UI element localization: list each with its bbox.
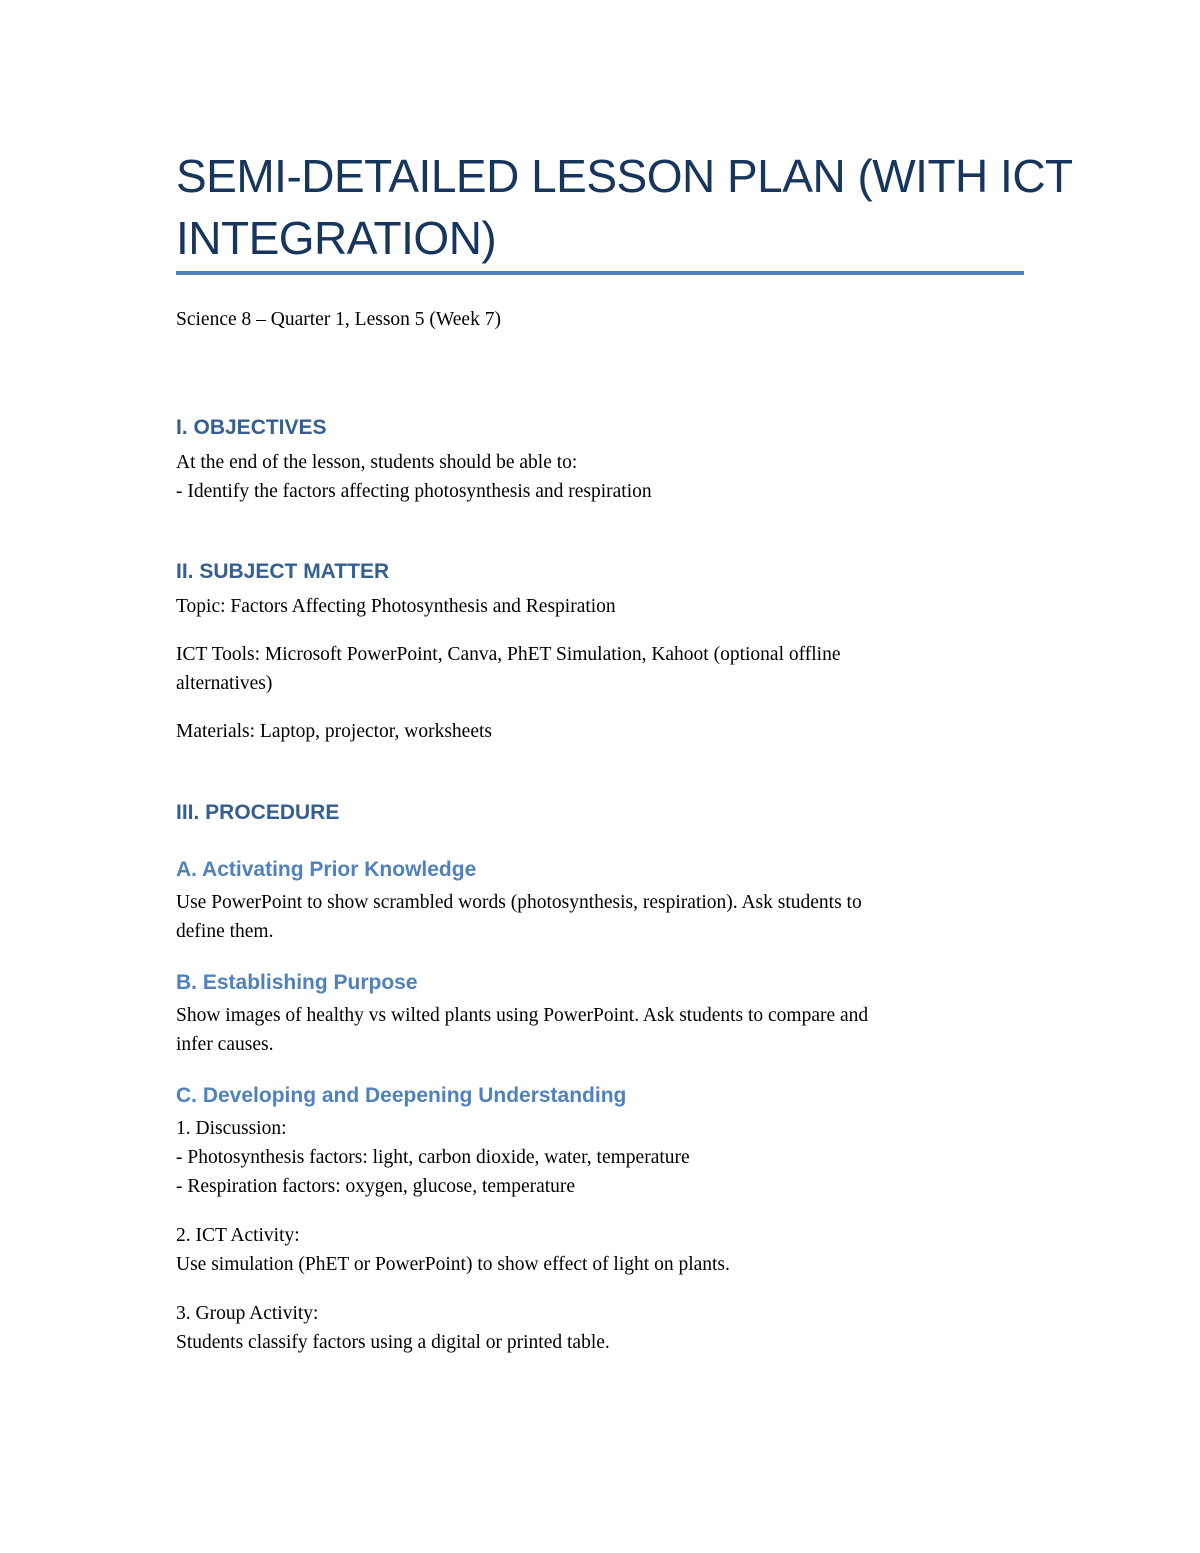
objectives-item-1: - Identify the factors affecting photosynthesis and respiration xyxy=(176,481,652,502)
procedure-b-text xyxy=(176,1001,1024,1059)
procedure-a-heading: A. Activating Prior Knowledge xyxy=(176,858,477,881)
discussion-item-2: - Respiration factors: oxygen, glucose, temperature xyxy=(176,1176,576,1197)
document-page xyxy=(176,0,1073,1553)
procedure-a-line-1: Use PowerPoint to show scrambled words (photosynthesis, respiration). Ask students to xyxy=(176,892,862,913)
procedure-c-ict-activity xyxy=(176,1221,1024,1279)
subject-matter-topic: Topic: Factors Affecting Photosynthesis and Respiration xyxy=(176,596,616,617)
discussion-label: 1. Discussion: xyxy=(176,1118,287,1139)
document-title xyxy=(176,145,1073,269)
ict-tools-line-2: alternatives) xyxy=(176,673,273,694)
title-underline-rule xyxy=(176,271,1024,275)
group-activity-label: 3. Group Activity: xyxy=(176,1303,319,1324)
group-activity-text: Students classify factors using a digital or printed table. xyxy=(176,1332,610,1353)
discussion-item-1: - Photosynthesis factors: light, carbon dioxide, water, temperature xyxy=(176,1147,690,1168)
ict-activity-text: Use simulation (PhET or PowerPoint) to show effect of light on plants. xyxy=(176,1254,730,1275)
ict-activity-label: 2. ICT Activity: xyxy=(176,1225,300,1246)
procedure-b-line-1: Show images of healthy vs wilted plants using PowerPoint. Ask students to compare and xyxy=(176,1005,869,1026)
title-line-2: INTEGRATION) xyxy=(176,212,497,264)
lesson-subtitle: Science 8 – Quarter 1, Lesson 5 (Week 7) xyxy=(176,309,501,330)
procedure-c-group-activity xyxy=(176,1299,1024,1357)
procedure-b-heading: B. Establishing Purpose xyxy=(176,971,418,994)
objectives-intro: At the end of the lesson, students should be able to: xyxy=(176,452,578,473)
procedure-a-text xyxy=(176,888,1024,946)
procedure-heading: III. PROCEDURE xyxy=(176,801,340,824)
subject-matter-heading: II. SUBJECT MATTER xyxy=(176,560,390,583)
subject-matter-materials: Materials: Laptop, projector, worksheets xyxy=(176,721,492,742)
procedure-a-line-2: define them. xyxy=(176,921,274,942)
title-line-1: SEMI-DETAILED LESSON PLAN (WITH ICT xyxy=(176,150,1073,202)
procedure-c-heading: C. Developing and Deepening Understanding xyxy=(176,1084,627,1107)
ict-tools-line-1: ICT Tools: Microsoft PowerPoint, Canva, PhET Simulation, Kahoot (optional offline xyxy=(176,644,841,665)
objectives-heading: I. OBJECTIVES xyxy=(176,416,327,439)
procedure-b-line-2: infer causes. xyxy=(176,1034,274,1055)
procedure-c-discussion xyxy=(176,1114,1024,1201)
subject-matter-ict-tools xyxy=(176,640,1024,698)
